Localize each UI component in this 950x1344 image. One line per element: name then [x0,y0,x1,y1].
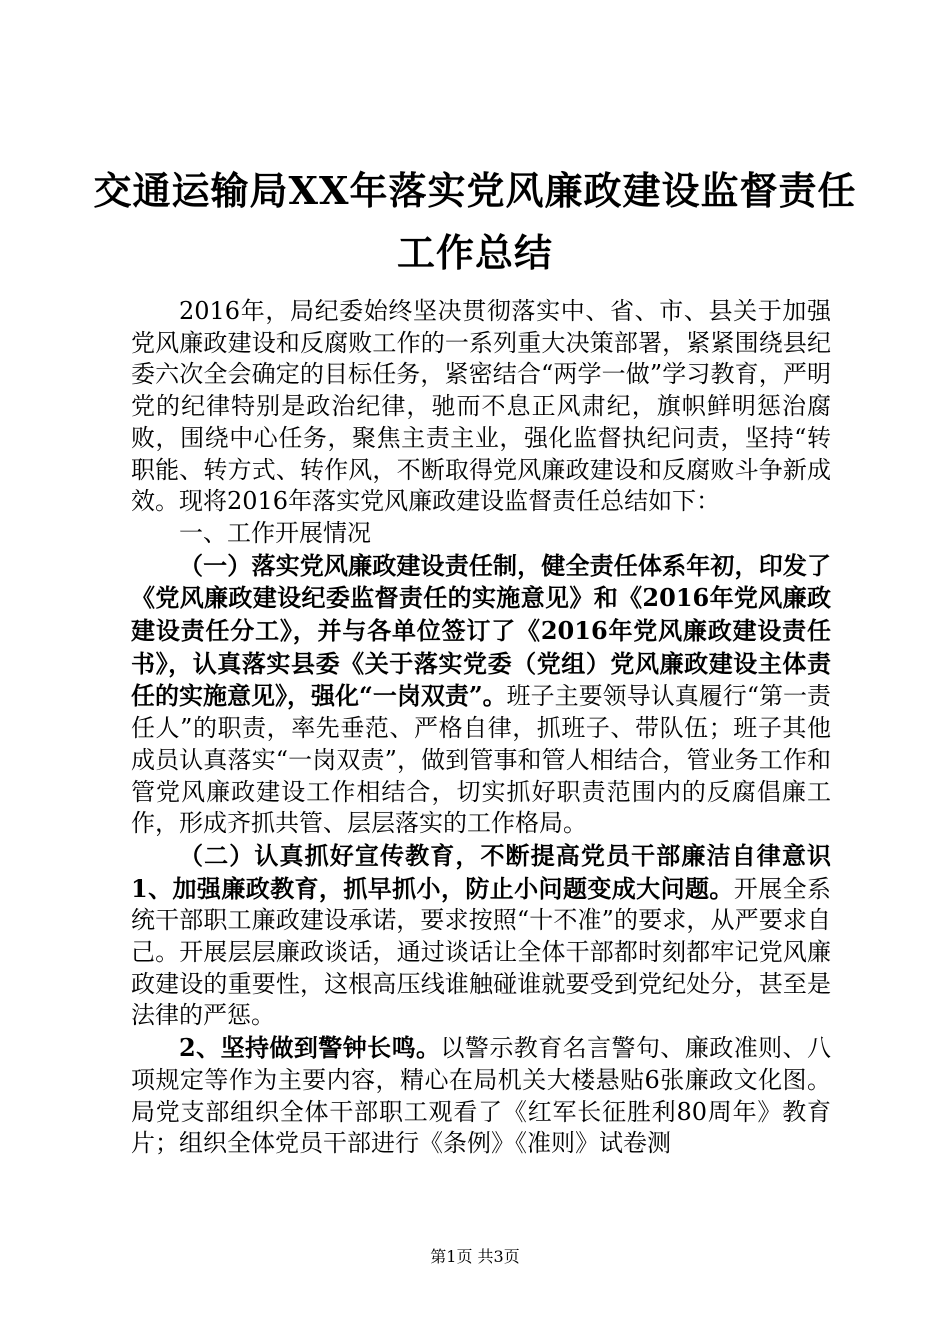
section-heading-text: 一、工作开展情况 [179,518,371,547]
item-2-heading: 2、坚持做到警钟长鸣。 [179,1033,441,1063]
intro-paragraph-text: 2016年，局纪委始终坚决贯彻落实中、省、市、县关于加强党风廉政建设和反腐败工作的一系列重大决策部署，紧紧围绕县纪委六次全会确定的目标任务，紧密结合“两学一做”学习教育，严明党的纪律特别是政治纪律，驰而不息正风肃纪，旗帜鲜明惩治腐败，围绕中心任务，聚焦主责主业，强化监督执纪问责，坚持“转职能、转方式、转作风，不断取得党风廉政建设和反腐败斗争新成效。现将2016年落实党风廉政建设监督责任总结如下： [131,297,831,516]
document-title-line-1: 交通运输局XX年落实党风廉政建设监督责任 [93,168,857,213]
item-2-text: 以警示教育名言警句、廉政准则、八项规定等作为主要内容，精心在局机关大楼悬贴6张廉政文化图。局党支部组织全体干部职工观看了《红军长征胜利80周年》教育片；组织全体党员干部进行《条例》《准则》试卷测 [131,1034,832,1158]
item-2-paragraph [131,1032,831,1160]
subsection-1-paragraph [131,550,831,840]
subsection-1-heading: （一）落实党风廉政建设责任制，健全责任体系年初，印发了《党风廉政建设纪委监督责任的实施意见》和《2016年党风廉政建设责任分工》，并与各单位签订了《2016年党风廉政建设责任书》，认真落实县委《关于落实党委（党组）党风廉政建设主体责任的实施意见》，强化“一岗双责”。 [131,550,831,711]
section-heading-work [131,518,831,550]
subsection-2-text: 开展全系统干部职工廉政建设承诺，要求按照“十不准”的要求，从严要求自己。开展层层廉政谈话，通过谈话让全体干部都时刻都牢记党风廉政建设的重要性，这根高压线谁触碰谁就要受到党纪处分，甚至是法律的严惩。 [131,874,832,1030]
page-footer: 第1页 共3页 [430,1247,520,1266]
subsection-2-heading: （二）认真抓好宣传教育，不断提高党员干部廉洁自律意识1、加强廉政教育，抓早抓小，防止小问题变成大问题。 [131,840,831,903]
subsection-2-paragraph [131,840,831,1032]
intro-paragraph [131,296,831,518]
subsection-1-text: 班子主要领导认真履行“第一责任人”的职责，率先垂范、严格自律，抓班子、带队伍；班子其他成员认真落实“一岗双责”，做到管事和管人相结合，管业务工作和管党风廉政建设工作相结合，切实抓好职责范围内的反腐倡廉工作，形成齐抓共管、层层落实的工作格局。 [131,682,831,838]
document-title-line-2: 工作总结 [396,230,553,275]
document-body [131,296,831,1160]
